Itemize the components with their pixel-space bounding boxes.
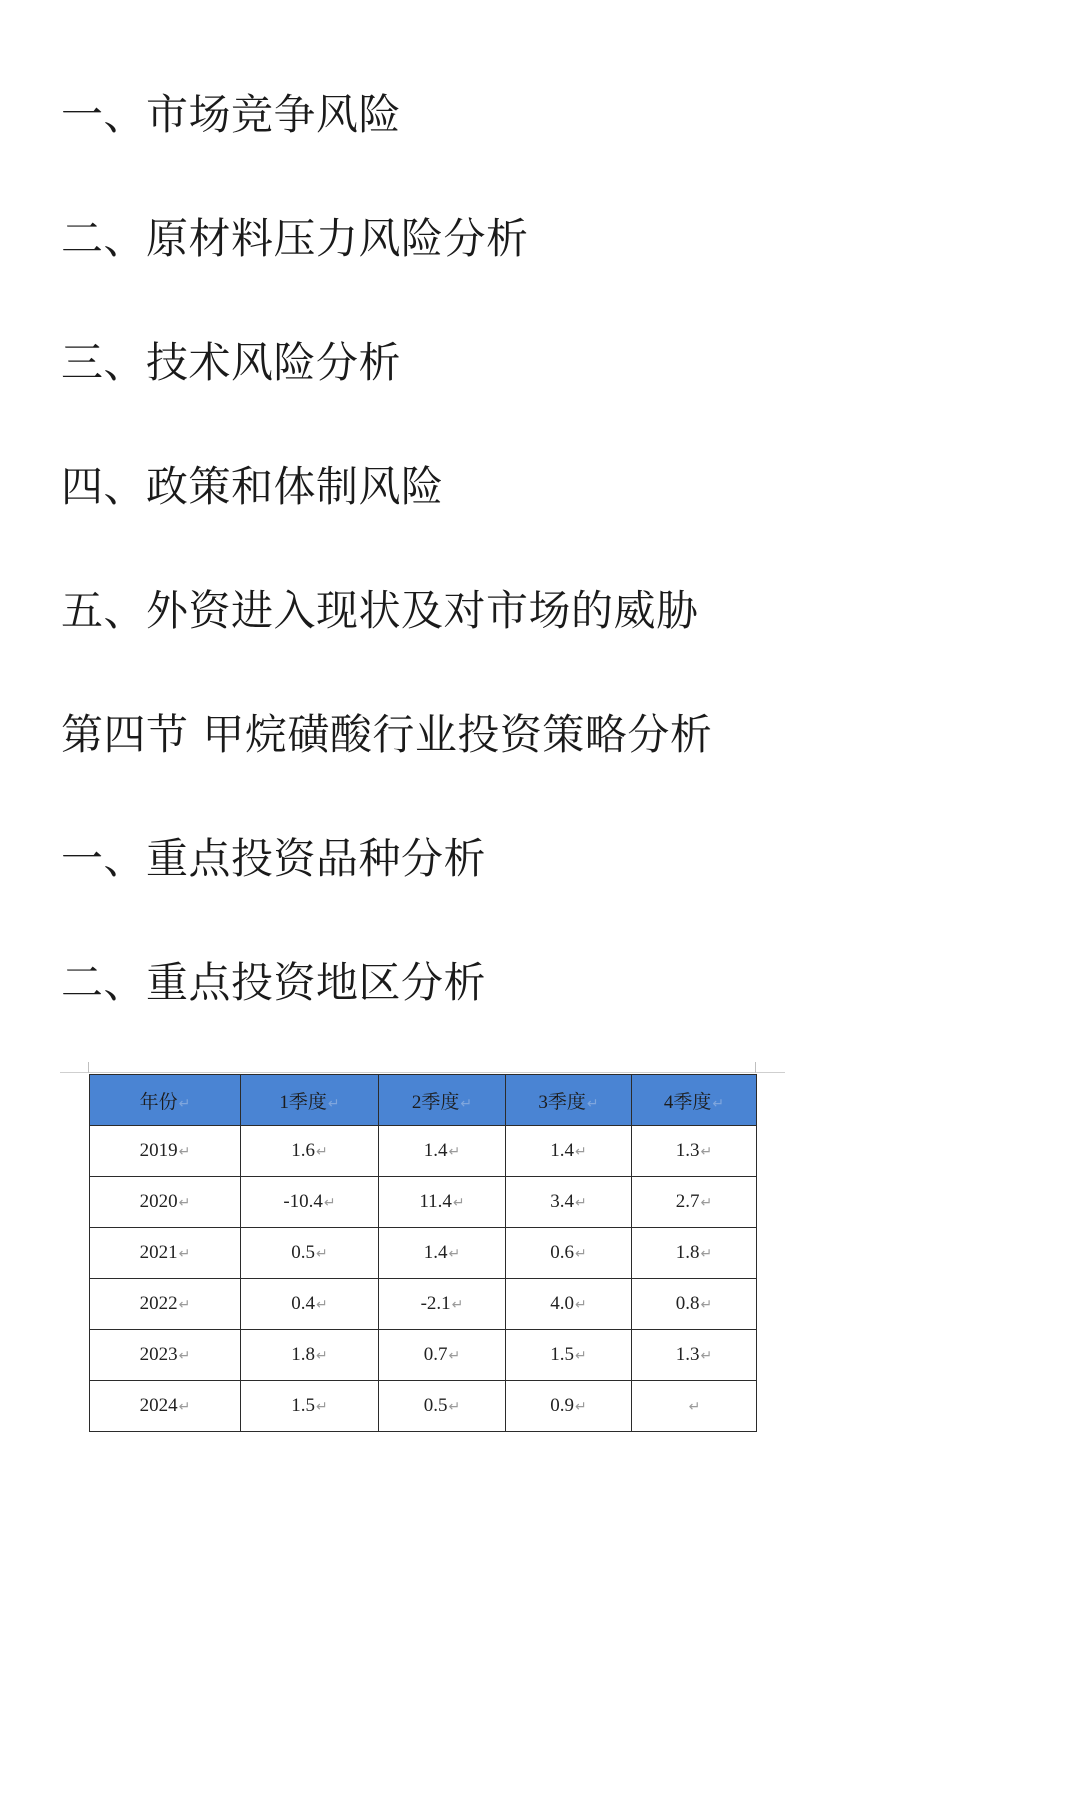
heading-policy-risk: 四、政策和体制风险 xyxy=(61,462,444,511)
heading-section-four-strategy: 第四节 甲烷磺酸行业投资策略分析 xyxy=(61,710,713,759)
cell-text: -2.1 xyxy=(420,1293,451,1314)
cell-text: 4.0 xyxy=(550,1293,574,1314)
paragraph-mark: ↵ xyxy=(316,1298,328,1313)
cell-text: 1.6 xyxy=(291,1140,315,1161)
table-cell-year xyxy=(90,1228,241,1279)
paragraph-mark: ↵ xyxy=(700,1247,713,1262)
table-cell-q1 xyxy=(241,1279,379,1330)
cell-text: 0.5 xyxy=(423,1395,448,1416)
cell-text: 2023 xyxy=(139,1344,178,1365)
cell-text: 2019 xyxy=(139,1140,178,1161)
table-cell-q3 xyxy=(506,1381,632,1432)
table-cell-q2 xyxy=(379,1228,506,1279)
cell-text: 0.4 xyxy=(291,1293,315,1314)
table-cell-q1 xyxy=(241,1177,379,1228)
paragraph-mark: ↵ xyxy=(700,1298,713,1313)
cell-text: 11.4 xyxy=(419,1191,452,1212)
paragraph-mark: ↵ xyxy=(700,1196,713,1211)
table-header-row xyxy=(90,1075,757,1126)
paragraph-mark: ↵ xyxy=(451,1298,464,1313)
cell-text: 0.5 xyxy=(291,1242,315,1263)
paragraph-mark: ↵ xyxy=(575,1145,587,1160)
header-cell-text: 1季度 xyxy=(279,1091,327,1113)
paragraph-mark: ↵ xyxy=(448,1400,461,1415)
header-cell-text: 2季度 xyxy=(411,1091,460,1113)
table-row xyxy=(90,1279,757,1330)
table-cell-q4 xyxy=(632,1177,757,1228)
header-cell-text: 3季度 xyxy=(538,1091,586,1113)
heading-key-investment-regions: 二、重点投资地区分析 xyxy=(61,958,487,1007)
cell-text: -10.4 xyxy=(283,1191,323,1212)
cell-text: 2022 xyxy=(139,1293,178,1314)
paragraph-mark: ↵ xyxy=(178,1247,191,1262)
paragraph-mark: ↵ xyxy=(575,1400,587,1415)
table-cell-q3 xyxy=(506,1279,632,1330)
table-cell-q2 xyxy=(379,1177,506,1228)
paragraph-mark: ↵ xyxy=(575,1298,587,1313)
header-cell-q4 xyxy=(632,1075,757,1126)
table-row xyxy=(90,1228,757,1279)
cell-text: 1.4 xyxy=(423,1140,448,1161)
table-cell-q4 xyxy=(632,1126,757,1177)
table-cell-q1 xyxy=(241,1381,379,1432)
paragraph-mark: ↵ xyxy=(323,1196,336,1211)
table-cell-year xyxy=(90,1279,241,1330)
cell-text: 2024 xyxy=(139,1395,178,1416)
cell-text: 1.8 xyxy=(675,1242,700,1263)
table-cell-q1 xyxy=(241,1330,379,1381)
table-cell-q4 xyxy=(632,1330,757,1381)
heading-foreign-capital-threat: 五、外资进入现状及对市场的威胁 xyxy=(61,586,699,635)
cell-text: 2021 xyxy=(139,1242,178,1263)
paragraph-mark: ↵ xyxy=(688,1400,701,1415)
paragraph-mark: ↵ xyxy=(316,1400,328,1415)
paragraph-mark: ↵ xyxy=(575,1247,587,1262)
table-cell-year xyxy=(90,1126,241,1177)
paragraph-mark: ↵ xyxy=(448,1349,461,1364)
cell-text: 1.5 xyxy=(291,1395,315,1416)
cell-text: 3.4 xyxy=(550,1191,574,1212)
paragraph-mark: ↵ xyxy=(712,1096,725,1112)
paragraph-mark: ↵ xyxy=(178,1096,191,1112)
cell-text: 2.7 xyxy=(675,1191,700,1212)
header-cell-q2 xyxy=(379,1075,506,1126)
table-cell-year xyxy=(90,1330,241,1381)
table-cell-year xyxy=(90,1177,241,1228)
cell-text: 0.6 xyxy=(550,1242,574,1263)
cell-text: 1.8 xyxy=(291,1344,315,1365)
table-cell-q1 xyxy=(241,1126,379,1177)
paragraph-mark: ↵ xyxy=(586,1096,599,1112)
cell-text: 1.4 xyxy=(423,1242,448,1263)
quarterly-data-table xyxy=(89,1074,757,1432)
cell-text: 0.8 xyxy=(675,1293,700,1314)
table-row xyxy=(90,1126,757,1177)
table-cell-q1 xyxy=(241,1228,379,1279)
paragraph-mark: ↵ xyxy=(575,1196,587,1211)
cell-text: 0.7 xyxy=(423,1344,448,1365)
quarterly-data-table-region xyxy=(60,1062,785,1462)
cell-text: 1.3 xyxy=(675,1140,700,1161)
table-cell-q4 xyxy=(632,1228,757,1279)
paragraph-mark: ↵ xyxy=(178,1145,191,1160)
heading-technology-risk: 三、技术风险分析 xyxy=(61,338,402,387)
paragraph-mark: ↵ xyxy=(178,1196,191,1211)
paragraph-mark: ↵ xyxy=(448,1247,461,1262)
table-cell-q4 xyxy=(632,1279,757,1330)
table-cell-q3 xyxy=(506,1330,632,1381)
table-cell-q3 xyxy=(506,1126,632,1177)
cell-text: 1.4 xyxy=(550,1140,574,1161)
header-cell-q1 xyxy=(241,1075,379,1126)
table-row xyxy=(90,1330,757,1381)
paragraph-mark: ↵ xyxy=(178,1349,191,1364)
heading-market-competition-risk: 一、市场竞争风险 xyxy=(61,90,402,139)
paragraph-mark: ↵ xyxy=(316,1349,328,1364)
table-row xyxy=(90,1381,757,1432)
paragraph-mark: ↵ xyxy=(316,1247,328,1262)
table-cell-q2 xyxy=(379,1126,506,1177)
table-cell-q2 xyxy=(379,1279,506,1330)
table-cell-q3 xyxy=(506,1228,632,1279)
header-cell-text: 4季度 xyxy=(663,1091,712,1113)
table-cell-q2 xyxy=(379,1381,506,1432)
table-ruler-line xyxy=(60,1072,785,1073)
paragraph-mark: ↵ xyxy=(700,1349,713,1364)
header-cell-q3 xyxy=(506,1075,632,1126)
paragraph-mark: ↵ xyxy=(700,1145,713,1160)
paragraph-mark: ↵ xyxy=(452,1196,465,1211)
header-cell-year xyxy=(90,1075,241,1126)
table-ruler-tick-right xyxy=(755,1062,756,1073)
cell-text: 1.5 xyxy=(550,1344,574,1365)
paragraph-mark: ↵ xyxy=(178,1298,191,1313)
heading-key-investment-products: 一、重点投资品种分析 xyxy=(61,834,487,883)
cell-text: 2020 xyxy=(139,1191,178,1212)
paragraph-mark: ↵ xyxy=(327,1096,340,1112)
paragraph-mark: ↵ xyxy=(448,1145,461,1160)
header-cell-text: 年份 xyxy=(139,1091,178,1113)
paragraph-mark: ↵ xyxy=(460,1096,473,1112)
cell-text: 0.9 xyxy=(550,1395,574,1416)
table-ruler-tick-left xyxy=(88,1062,89,1073)
paragraph-mark: ↵ xyxy=(575,1349,587,1364)
table-cell-q4 xyxy=(632,1381,757,1432)
paragraph-mark: ↵ xyxy=(178,1400,191,1415)
table-cell-year xyxy=(90,1381,241,1432)
paragraph-mark: ↵ xyxy=(316,1145,328,1160)
table-cell-q3 xyxy=(506,1177,632,1228)
cell-text: 1.3 xyxy=(675,1344,700,1365)
table-cell-q2 xyxy=(379,1330,506,1381)
heading-raw-material-risk: 二、原材料压力风险分析 xyxy=(61,214,529,263)
table-row xyxy=(90,1177,757,1228)
